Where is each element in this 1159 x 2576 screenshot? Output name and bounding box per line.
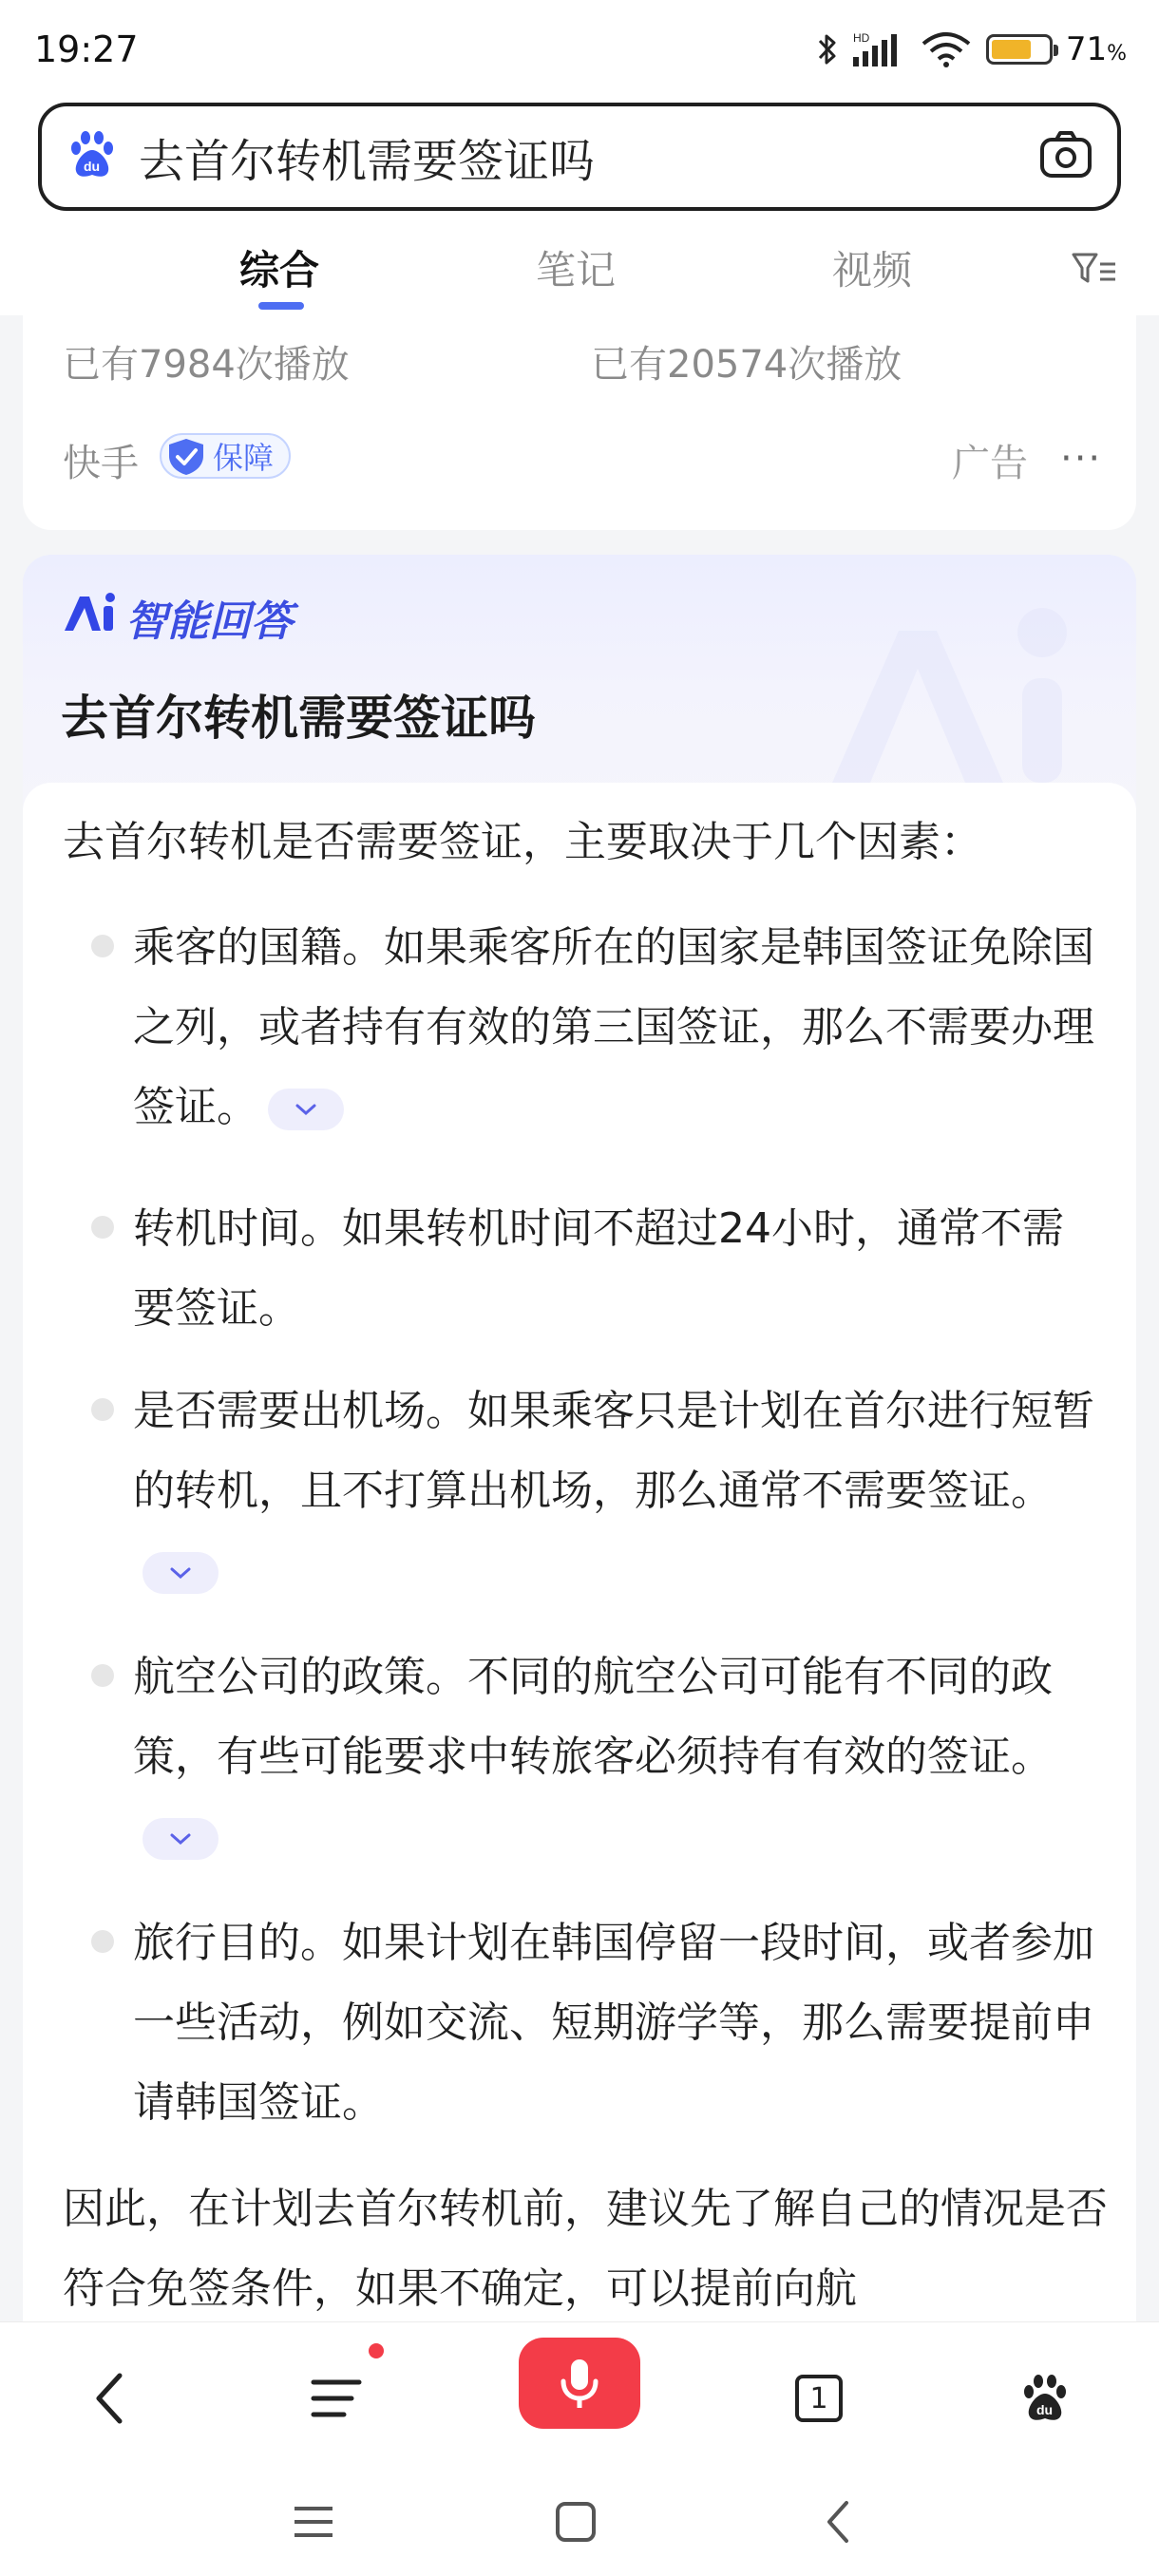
voice-search-button[interactable] [519,2338,640,2429]
status-icons [817,30,1127,68]
status-time: 19:27 [34,28,139,70]
tab-comprehensive[interactable]: 综合 [239,247,320,294]
search-area [0,99,1159,217]
chevron-down-icon [294,1102,317,1117]
answer-conclusion: 因此，在计划去首尔转机前，建议先了解自己的情况是否符合免签条件，如果不确定，可以提前向航 [63,2185,1108,2313]
expand-button[interactable] [142,1818,218,1860]
battery-icon [986,34,1053,65]
back-button[interactable] [63,2351,158,2446]
chevron-down-icon [169,1831,192,1847]
bullet-dot [91,1216,114,1239]
menu-icon [310,2375,363,2422]
svg-text:du: du [1036,2402,1054,2417]
ai-logo-icon [61,591,120,645]
camera-icon[interactable] [1039,130,1092,183]
tabs-icon: 1 [795,2375,843,2422]
play-count-left: 已有7984次播放 [63,343,350,387]
bullet-text: 转机时间。如果转机时间不超过24小时，通常不需要签证。 [133,1204,1064,1333]
search-input[interactable] [38,103,1121,211]
bullet-text: 乘客的国籍。如果乘客所在的国家是韩国签证免除国之列，或者持有有效的第三国签证，那么不需要办理签证。 [133,923,1094,1131]
hd-label: HD [852,31,870,45]
bullet-text: 航空公司的政策。不同的航空公司可能有不同的政策，有些可能要求中转旅客必须持有有效的签证。 [133,1653,1053,1781]
ai-logo-text: 智能回答 [125,597,293,646]
ai-answer-card [23,555,1136,2511]
expand-button[interactable] [142,1552,218,1594]
notification-dot [369,2343,384,2358]
battery-level: 71% [1065,30,1127,68]
bullet-text: 是否需要出机场。如果乘客只是计划在首尔进行短暂的转机，且不打算出机场，那么通常不需要签证。 [133,1387,1094,1515]
shield-check-icon [165,437,207,484]
answer-intro: 去首尔转机是否需要签证，主要取决于几个因素： [63,818,982,866]
ai-logo [61,587,293,648]
system-home-button[interactable] [538,2484,614,2560]
bullet-dot [91,1398,114,1421]
guarantee-badge [160,433,291,479]
ai-answer-body [23,783,1136,2511]
status-bar [0,0,1159,99]
bottom-navigation [0,2321,1159,2576]
signal-icon [851,30,906,68]
bullet-dot [91,935,114,957]
search-tabs [0,217,1159,315]
active-tab-indicator [258,302,304,310]
tabs-button[interactable] [771,2351,866,2446]
system-back-button[interactable] [800,2484,876,2560]
bluetooth-icon [817,31,838,67]
more-options-icon[interactable]: ··· [1060,437,1103,481]
ad-label: 广告 [952,442,1028,485]
bullet-dot [91,1664,114,1687]
filter-icon[interactable] [1072,251,1117,293]
system-menu-icon [293,2503,334,2541]
bullet-dot [91,1930,114,1953]
baidu-home-button[interactable] [998,2351,1092,2446]
source-label: 快手 [63,442,139,485]
tab-video[interactable]: 视频 [832,247,913,294]
baidu-paw-icon [66,129,118,184]
tab-notes[interactable]: 笔记 [536,247,617,294]
svg-text:du: du [84,159,101,174]
ai-watermark-icon [794,583,1098,792]
video-result-card[interactable] [23,315,1136,530]
system-back-icon [824,2499,852,2545]
expand-button[interactable] [268,1089,344,1130]
back-icon [91,2370,129,2427]
search-query: 去首尔转机需要签证吗 [139,134,596,188]
guarantee-label: 保障 [213,440,275,476]
bullet-text: 旅行目的。如果计划在韩国停留一段时间，或者参加一些活动，例如交流、短期游学等，那么需要提前申请韩国签证。 [133,1919,1094,2127]
play-count-right: 已有20574次播放 [591,343,902,387]
wifi-icon [920,30,973,68]
microphone-icon [559,2357,600,2410]
ai-question-title: 去首尔转机需要签证吗 [61,691,536,746]
chevron-down-icon [169,1565,192,1581]
baidu-paw-icon [1019,2373,1071,2424]
system-menu-button[interactable] [276,2484,352,2560]
menu-button[interactable] [289,2351,384,2446]
system-home-icon [555,2501,597,2543]
